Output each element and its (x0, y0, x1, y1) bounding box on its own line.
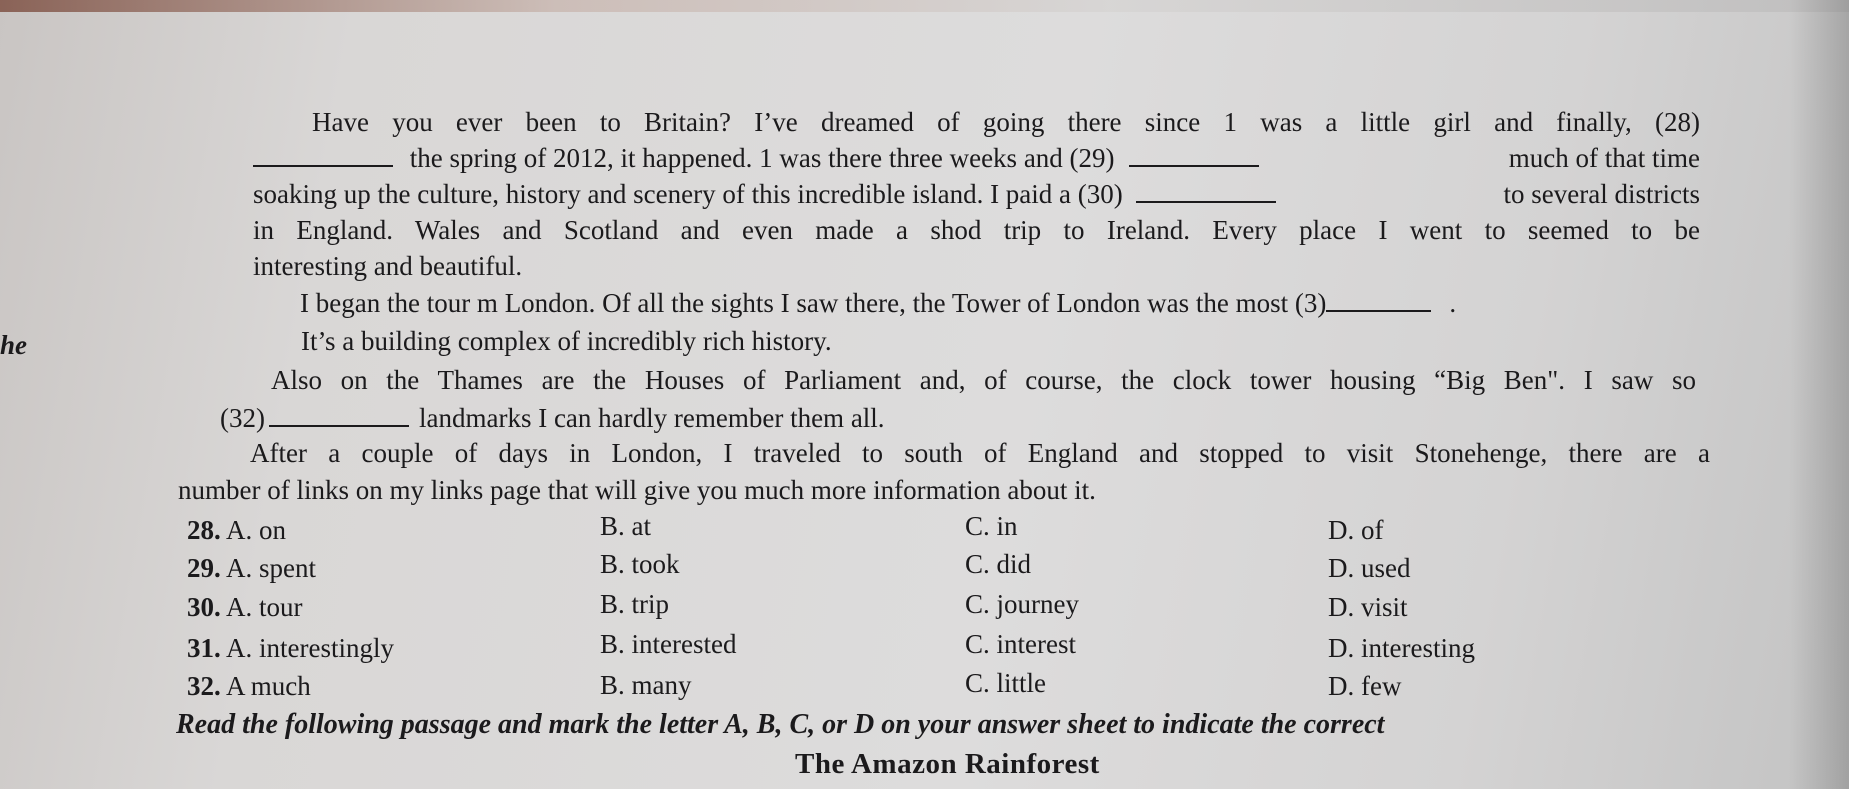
option-31-d: D. interesting (1328, 633, 1475, 663)
option-32-d: D. few (1328, 671, 1402, 701)
option-30-c: C. journey (965, 589, 1079, 619)
option-30-a: A. tour (226, 592, 303, 622)
option-32-a: A much (226, 671, 311, 701)
question-30: 30. A. tour (187, 592, 303, 622)
option-31-a: A. interestingly (226, 633, 394, 663)
question-31: 31. A. interestingly (187, 633, 394, 663)
passage-line-5: interesting and beautiful. (253, 251, 523, 281)
passage-line-10: After a couple of days in London, I traveled to south of England and stopped to visit Stonehenge, there are a (250, 438, 1710, 468)
passage-line-7: It’s a building complex of incredibly rich history. (301, 326, 832, 356)
blank-29 (1129, 143, 1259, 167)
passage-line-4: in England. Wales and Scotland and even made a shod trip to Ireland. Every place I went to seemed to be (253, 215, 1700, 245)
passage-line-3: soaking up the culture, history and scenery of this incredible island. I paid a (30) to several districts (253, 179, 1700, 209)
passage-line-1: Have you ever been to Britain? I’ve dreamed of going there since 1 was a little girl and finally, (28) (312, 107, 1700, 137)
question-32: 32. A much (187, 671, 311, 701)
blank-32 (269, 403, 409, 427)
margin-fragment: he (0, 330, 27, 360)
option-29-c: C. did (965, 549, 1032, 579)
option-28-b: B. at (600, 511, 651, 541)
blank-30 (1136, 179, 1276, 203)
option-28-a: A. on (226, 515, 287, 545)
passage-line-11: number of links on my links page that will give you much more information about it. (178, 475, 1096, 505)
blank-31 (1326, 288, 1431, 312)
option-31-b: B. interested (600, 629, 737, 659)
photo-top-edge (0, 0, 1849, 12)
option-32-c: C. little (965, 668, 1046, 698)
option-30-b: B. trip (600, 589, 670, 619)
passage-line-8: Also on the Thames are the Houses of Parliament and, of course, the clock tower housing “Big Ben". I saw so (271, 365, 1696, 395)
passage-line-6: I began the tour m London. Of all the sights I saw there, the Tower of London was the most (3) . (300, 288, 1457, 318)
next-passage-title: The Amazon Rainforest (795, 748, 1100, 780)
option-29-d: D. used (1328, 553, 1411, 583)
reading-instruction: Read the following passage and mark the letter A, B, C, or D on your answer sheet to indicate the correct (176, 709, 1385, 740)
option-31-c: C. interest (965, 629, 1076, 659)
question-29: 29. A. spent (187, 553, 317, 583)
option-29-b: B. took (600, 549, 680, 579)
option-30-d: D. visit (1328, 592, 1408, 622)
photo-right-shadow (1789, 0, 1849, 789)
option-28-c: C. in (965, 511, 1018, 541)
option-28-d: D. of (1328, 515, 1384, 545)
passage-line-9: (32) landmarks I can hardly remember them all. (220, 403, 885, 433)
option-29-a: A. spent (226, 553, 317, 583)
question-28: 28. A. on (187, 515, 287, 545)
blank-28 (253, 143, 393, 167)
passage-line-2: the spring of 2012, it happened. 1 was there three weeks and (29) much of that time (253, 142, 1700, 174)
option-32-b: B. many (600, 670, 692, 700)
